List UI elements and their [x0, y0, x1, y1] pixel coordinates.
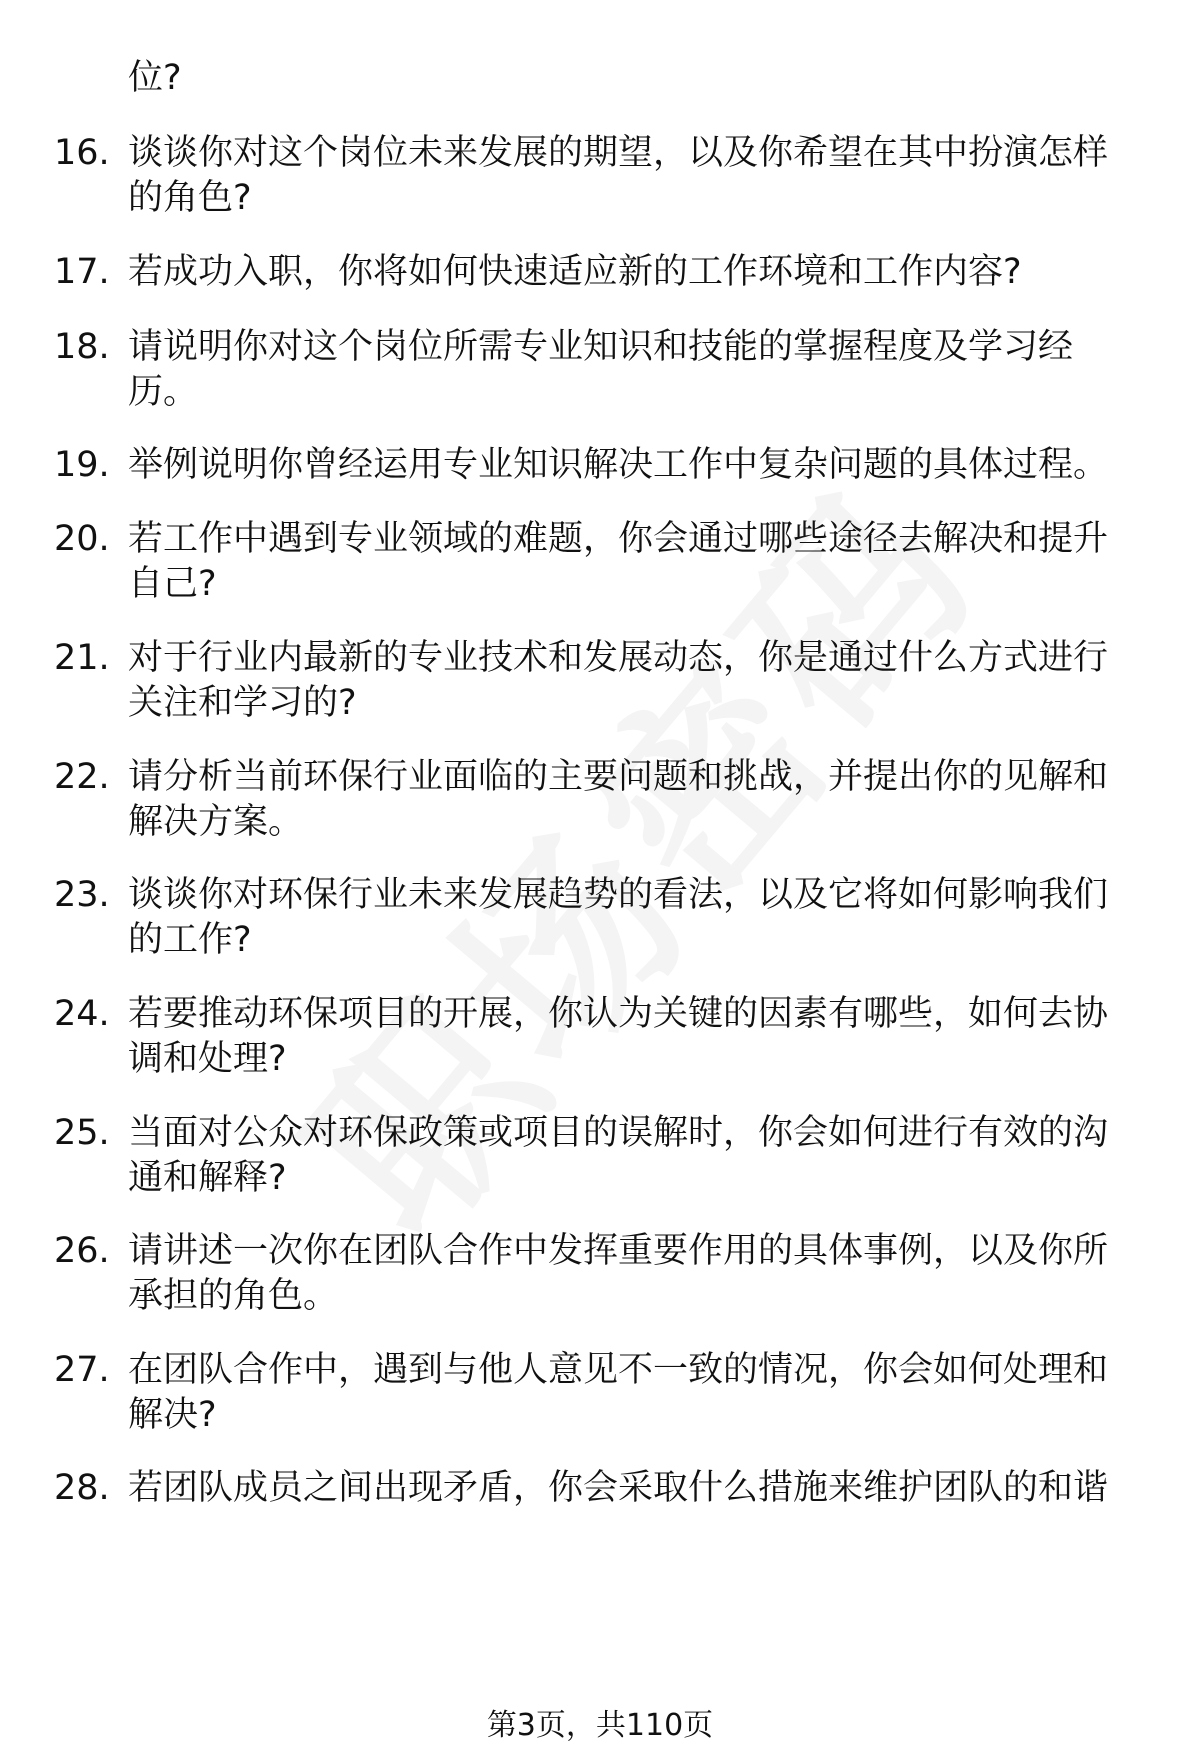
question-number: 22.	[54, 757, 110, 797]
question-number: 26.	[54, 1231, 110, 1271]
question-text-line: 若团队成员之间出现矛盾，你会采取什么措施来维护团队的和谐	[128, 1468, 1109, 1508]
question-number: 20.	[54, 519, 110, 559]
question-text-line: 谈谈你对这个岗位未来发展的期望，以及你希望在其中扮演怎样	[128, 133, 1109, 173]
question-text-line: 的工作?	[128, 920, 252, 960]
question-number: 27.	[54, 1350, 110, 1390]
question-text-line: 对于行业内最新的专业技术和发展动态，你是通过什么方式进行	[128, 638, 1109, 678]
question-text-line: 承担的角色。	[128, 1276, 339, 1316]
question-number: 23.	[54, 875, 110, 915]
question-text-line: 的角色?	[128, 178, 252, 218]
page-number-footer: 第3页，共110页	[486, 1708, 714, 1743]
question-text-line: 自己?	[128, 564, 217, 604]
question-text-line: 若工作中遇到专业领域的难题，你会通过哪些途径去解决和提升	[128, 519, 1109, 559]
question-number: 28.	[54, 1468, 110, 1508]
question-text-line: 关注和学习的?	[128, 683, 357, 723]
question-text-line: 通和解释?	[128, 1158, 287, 1198]
question-number: 16.	[54, 133, 110, 173]
question-text-line: 解决?	[128, 1395, 217, 1435]
question-text-line: 请讲述一次你在团队合作中发挥重要作用的具体事例，以及你所	[128, 1231, 1109, 1271]
question-text-line: 举例说明你曾经运用专业知识解决工作中复杂问题的具体过程。	[128, 445, 1109, 485]
question-text-line: 请分析当前环保行业面临的主要问题和挑战，并提出你的见解和	[128, 757, 1109, 797]
question-number: 18.	[54, 327, 110, 367]
question-text-line: 请说明你对这个岗位所需专业知识和技能的掌握程度及学习经	[128, 327, 1074, 367]
question-text-line: 位?	[128, 58, 182, 98]
question-text-line: 谈谈你对环保行业未来发展趋势的看法，以及它将如何影响我们	[128, 875, 1109, 915]
question-text-line: 调和处理?	[128, 1039, 287, 1079]
question-text-line: 若要推动环保项目的开展，你认为关键的因素有哪些，如何去协	[128, 994, 1109, 1034]
question-number: 19.	[54, 445, 110, 485]
question-number: 25.	[54, 1113, 110, 1153]
question-text-line: 当面对公众对环保政策或项目的误解时，你会如何进行有效的沟	[128, 1113, 1109, 1153]
question-number: 24.	[54, 994, 110, 1034]
question-text-line: 若成功入职，你将如何快速适应新的工作环境和工作内容?	[128, 252, 1022, 292]
question-text-line: 历。	[128, 372, 199, 412]
question-text-line: 在团队合作中，遇到与他人意见不一致的情况，你会如何处理和	[128, 1350, 1109, 1390]
question-number: 17.	[54, 252, 110, 292]
question-text-line: 解决方案。	[128, 802, 304, 842]
question-number: 21.	[54, 638, 110, 678]
